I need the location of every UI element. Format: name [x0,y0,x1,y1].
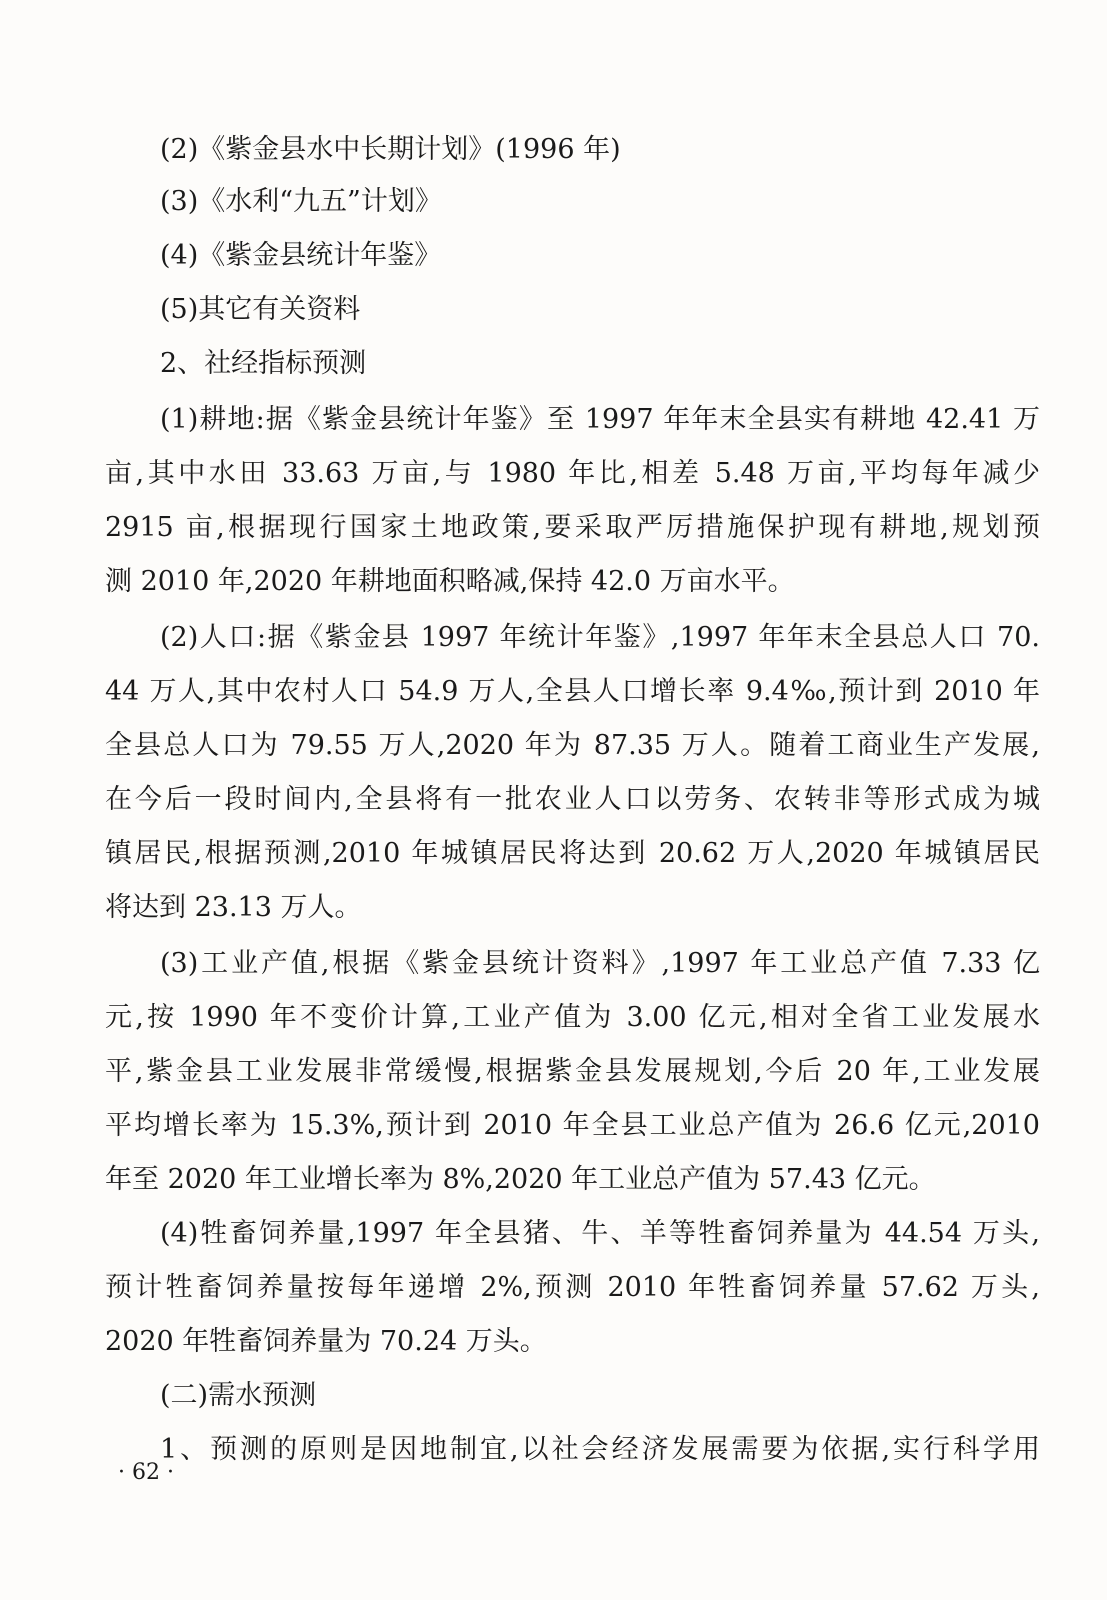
section-heading: (二)需水预测 [160,1380,317,1411]
paragraph-line: 全县总人口为 79.55 万人,2020 年为 87.35 万人。随着工商业生产发展, [105,730,1040,761]
paragraph-line: 在今后一段时间内,全县将有一批农业人口以劳务、农转非等形式成为城 [105,784,1040,815]
paragraph-line: 元,按 1990 年不变价计算,工业产值为 3.00 亿元,相对全省工业发展水 [105,1002,1040,1033]
section-heading: 2、社经指标预测 [160,348,367,379]
paragraph-line: 年至 2020 年工业增长率为 8%,2020 年工业总产值为 57.43 亿元。 [105,1164,936,1195]
paragraph-line: 2915 亩,根据现行国家土地政策,要采取严厉措施保护现有耕地,规划预 [105,512,1040,543]
paragraph-line: 亩,其中水田 33.63 万亩,与 1980 年比,相差 5.48 万亩,平均每年减少 [105,458,1040,489]
paragraph-line: (3)工业产值,根据《紫金县统计资料》,1997 年工业总产值 7.33 亿 [160,948,1040,979]
paragraph-line: (2)人口:据《紫金县 1997 年统计年鉴》,1997 年年末全县总人口 70. [160,622,1040,653]
paragraph-line: 预计牲畜饲养量按每年递增 2%,预测 2010 年牲畜饲养量 57.62 万头, [105,1272,1040,1303]
reference-item: (4)《紫金县统计年鉴》 [160,240,442,271]
paragraph-line: 平均增长率为 15.3%,预计到 2010 年全县工业总产值为 26.6 亿元,2010 [105,1110,1040,1141]
paragraph-line: 测 2010 年,2020 年耕地面积略减,保持 42.0 万亩水平。 [105,566,795,597]
reference-item: (5)其它有关资料 [160,294,361,325]
reference-item: (2)《紫金县水中长期计划》(1996 年) [160,134,621,165]
paragraph-line: 44 万人,其中农村人口 54.9 万人,全县人口增长率 9.4‰,预计到 2010 年 [105,676,1040,707]
page-number: · 62 · [118,1460,174,1485]
paragraph-line: 平,紫金县工业发展非常缓慢,根据紫金县发展规划,今后 20 年,工业发展 [105,1056,1040,1087]
paragraph-line: (1)耕地:据《紫金县统计年鉴》至 1997 年年末全县实有耕地 42.41 万 [160,404,1040,435]
reference-item: (3)《水利“九五”计划》 [160,186,442,217]
paragraph-line: (4)牲畜饲养量,1997 年全县猪、牛、羊等牲畜饲养量为 44.54 万头, [160,1218,1040,1249]
paragraph-line: 镇居民,根据预测,2010 年城镇居民将达到 20.62 万人,2020 年城镇居民 [105,838,1040,869]
paragraph-line: 1、预测的原则是因地制宜,以社会经济发展需要为依据,实行科学用 [160,1434,1040,1465]
paragraph-line: 将达到 23.13 万人。 [105,892,362,923]
paragraph-line: 2020 年牲畜饲养量为 70.24 万头。 [105,1326,547,1357]
